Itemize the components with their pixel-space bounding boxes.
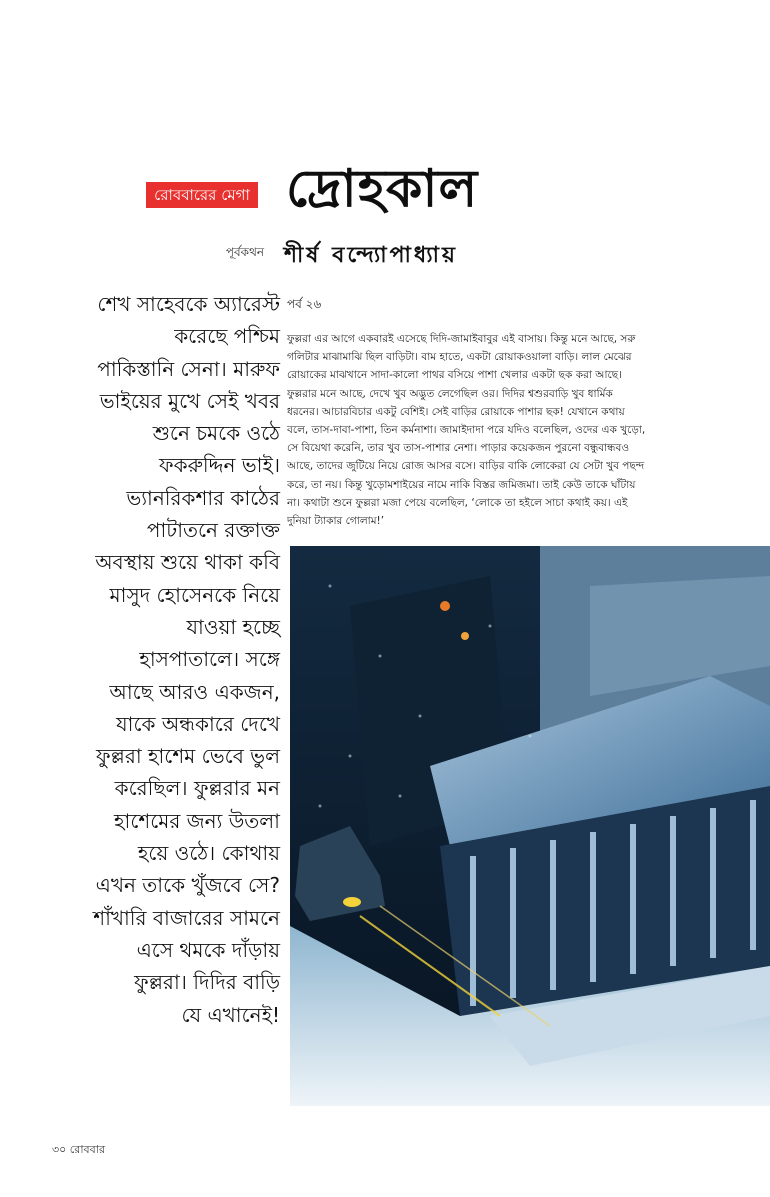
car-headlight (343, 897, 361, 907)
body-line: রোয়াকের মাঝখানে সাদা-কালো পাথর বসিয়ে পাশা খেলার একটা ছক করা আছে। (287, 369, 622, 382)
recap-line: ভ্যানরিকশার কাঠের (126, 485, 280, 510)
recap-line: যে এখানেই! (181, 1002, 280, 1027)
recap-label: পূর্বকথন (225, 245, 264, 259)
body-line: গলিটার মাঝামাঝি ছিল বাড়িটা। বাম হাতে, একটা রোয়াকওয়ালা বাড়ি। লাল মেঝের (287, 351, 632, 364)
recap-line: পাকিস্তানি সেনা। মারুফ (97, 356, 280, 381)
recap-line: অবস্থায় শুয়ে থাকা কবি (95, 550, 280, 575)
street-light-2 (461, 632, 469, 640)
recap-text (52, 288, 280, 1031)
body-line: ফুল্লরার মনে আছে, দেখে খুব অদ্ভুত লেগেছিল ওর। দিদির শ্বশুরবাড়ি খুব ধার্মিক (287, 387, 613, 400)
body-line: করে, তা নয়। কিন্তু খুড়োমশাইয়ের নামে নাকি বিস্তর জমিজমা। তাই কেউ তাকে ঘাঁটায় (287, 478, 636, 491)
recap-line: হাশেমের জন্য উতলা (114, 808, 280, 833)
recap-line: ফুল্লরা হাশেম ভেবে ভুল (96, 744, 280, 769)
body-line: আছে, তাদের জুটিয়ে নিয়ে রোজ আসর বসে। বাড়ির বাকি লোকেরা যে সেটা খুব পছন্দ (287, 460, 645, 473)
street-light (440, 601, 450, 611)
recap-line: শেখ সাহেবকে অ্যারেস্ট (97, 292, 280, 316)
body-line: না। কথাটা শুনে ফুল্লরা মজা পেয়ে বলেছিল, ‘লোকে তা হইলে সাচা কথাই কয়। এই (287, 496, 628, 509)
body-line: সে বিয়েথা করেনি, তার খুব তাস-পাশার নেশা। পাড়ার কয়েকজন পুরনো বন্ধুবান্ধবও (287, 442, 630, 455)
story-title: দ্রোহকাল (286, 158, 479, 219)
episode-number: পর্ব ২৬ (287, 297, 322, 311)
recap-line: যাকে অন্ধকারে দেখে (116, 711, 280, 736)
recap-line: এসে থমকে দাঁড়ায় (136, 937, 280, 962)
body-line: ফুল্লরা এর আগে একবারই এসেছে দিদি-জামাইবাবুর এই বাসায়। কিন্তু মনে আছে, সরু (287, 333, 636, 345)
recap-line: ফুল্লরা। দিদির বাড়ি (134, 970, 280, 995)
recap-line: করেছিল। ফুল্লরার মন (114, 776, 280, 801)
recap-line: যাওয়া হচ্ছে (186, 614, 280, 639)
recap-line: শুনে চমকে ওঠে (152, 421, 280, 446)
recap-line: হাসপাতালে। সঙ্গে (139, 647, 280, 672)
recap-line: আছে আরও একজন, (109, 679, 280, 704)
recap-line: শাঁখারি বাজারের সামনে (93, 905, 280, 930)
story-illustration (290, 546, 770, 1106)
recap-line: মাসুদ হোসেনকে নিয়ে (109, 582, 280, 607)
recap-line: হয়ে ওঠে। কোথায় (137, 841, 280, 866)
recap-line: এখন তাকে খুঁজবে সে? (95, 873, 280, 898)
story-body (287, 330, 749, 530)
page-footer: ৩০ রোববার (52, 1143, 105, 1156)
body-line: ধরনের। আচারবিচার একটু বেশিই। সেই বাড়ির রোয়াকে পাশার ছক! যেখানে কথায় (287, 405, 625, 418)
body-line: দুনিয়া ট্যাকার গোলাম!’ (287, 515, 385, 528)
body-line: বলে, তাস-দাবা-পাশা, তিন কর্মনাশা। জামাইদাদা পরে যদিও বলেছিল, ওদের এক খুড়ো, (287, 424, 646, 437)
recap-line: ভাইয়ের মুখে সেই খবর (99, 388, 280, 413)
author-name: শীর্ষ বন্দ্যোপাধ্যায় (284, 242, 458, 268)
recap-line: পাটাতনে রক্তাক্ত (146, 518, 280, 543)
recap-line: করেছে পশ্চিম (174, 324, 280, 349)
recap-line: ফকরুদ্দিন ভাই। (158, 453, 280, 478)
section-label: রোববারের মেগা (146, 182, 258, 208)
